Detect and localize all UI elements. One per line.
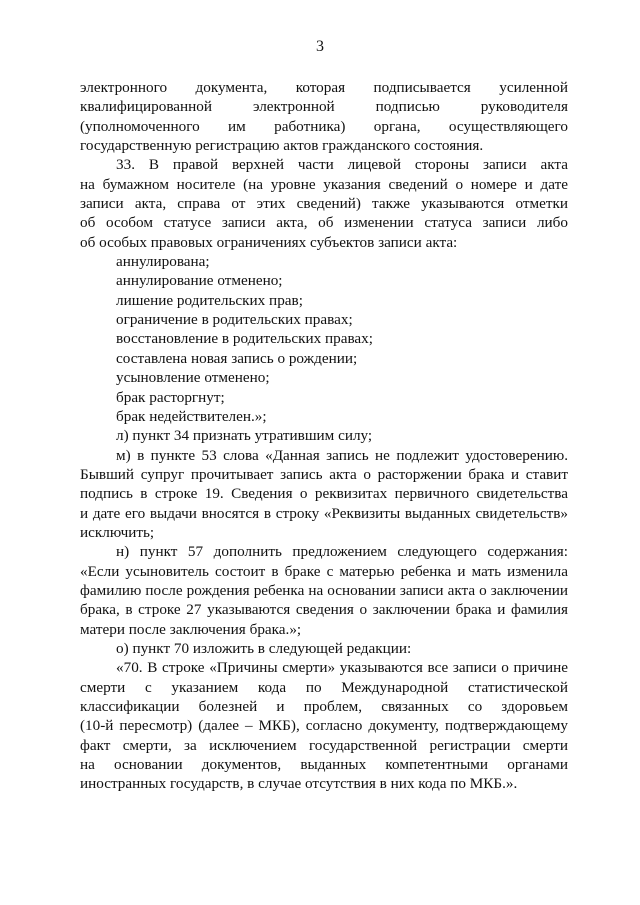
paragraph-33-start: 33. В правой верхней части лицевой стороны записи акта [116, 156, 568, 174]
text-line: иностранных государств, в случае отсутствия в них кода по МКБ.». [80, 775, 518, 793]
text-line: (уполномоченного им работника) органа, осуществляющего [80, 117, 568, 135]
text-line: исключить; [80, 523, 155, 541]
text-line: (10-й пересмотр) (далее – МКБ), согласно документу, подтверждающему [80, 717, 568, 735]
list-item: составлена новая запись о рождении; [116, 349, 358, 367]
text-line: брака, в строке 27 указываются сведения о заключении брака и фамилия [80, 601, 568, 619]
paragraph-70-start: «70. В строке «Причины смерти» указываются все записи о причине [116, 659, 568, 677]
text-line: матери после заключения брака.»; [80, 620, 302, 638]
list-item: восстановление в родительских правах; [116, 330, 373, 348]
text-line: «Если усыновитель состоит в браке с матерью ребенка и мать изменила [80, 562, 568, 580]
text-line: Бывший супруг прочитывает запись акта о расторжении брака и ставит [80, 465, 568, 483]
item-l: л) пункт 34 признать утратившим силу; [116, 427, 373, 445]
text-line: фамилию после рождения ребенка на основании записи акта о заключении [80, 581, 568, 599]
text-line: смерти с указанием кода по Международной статистической [80, 678, 568, 696]
text-line: записи акта, справа от этих сведений) также указываются отметки [80, 195, 568, 213]
text-line: классификации болезней и проблем, связанных со здоровьем [80, 698, 568, 715]
list-item: аннулирование отменено; [116, 272, 283, 290]
text-line: об особых правовых ограничениях субъектов записи акта: [80, 233, 458, 251]
item-m: м) в пункте 53 слова «Данная запись не подлежит удостоверению. [116, 446, 568, 464]
item-n: н) пункт 57 дополнить предложением следующего содержания: [116, 543, 568, 561]
list-item: брак недействителен.»; [116, 407, 267, 425]
text-line: квалифицированной электронной подписью руководителя [80, 98, 568, 116]
text-line: электронного документа, которая подписывается усиленной [80, 79, 568, 96]
text-line: и дате его выдачи вносятся в строку «Реквизиты выданных свидетельств» [80, 504, 568, 522]
item-o: о) пункт 70 изложить в следующей редакции: [116, 639, 412, 657]
text-line: факт смерти, за исключением государственной регистрации смерти [80, 736, 568, 754]
list-item: ограничение в родительских правах; [116, 311, 353, 329]
text-line: государственную регистрацию актов гражданского состояния. [80, 137, 484, 155]
list-item: усыновление отменено; [116, 369, 270, 387]
list-item: брак расторгнут; [116, 388, 225, 406]
list-item: аннулирована; [116, 253, 210, 271]
text-line: на бумажном носителе (на уровне указания сведений о номере и дате [80, 175, 568, 193]
text-line: об особом статусе записи акта, об изменении статуса записи либо [80, 214, 568, 232]
text-line: на основании документов, выданных компетентными органами [80, 756, 568, 774]
text-line: подпись в строке 19. Сведения о реквизитах первичного свидетельства [80, 485, 568, 503]
document-body [80, 78, 568, 794]
list-item: лишение родительских прав; [116, 291, 303, 309]
page-number: 3 [316, 38, 324, 55]
